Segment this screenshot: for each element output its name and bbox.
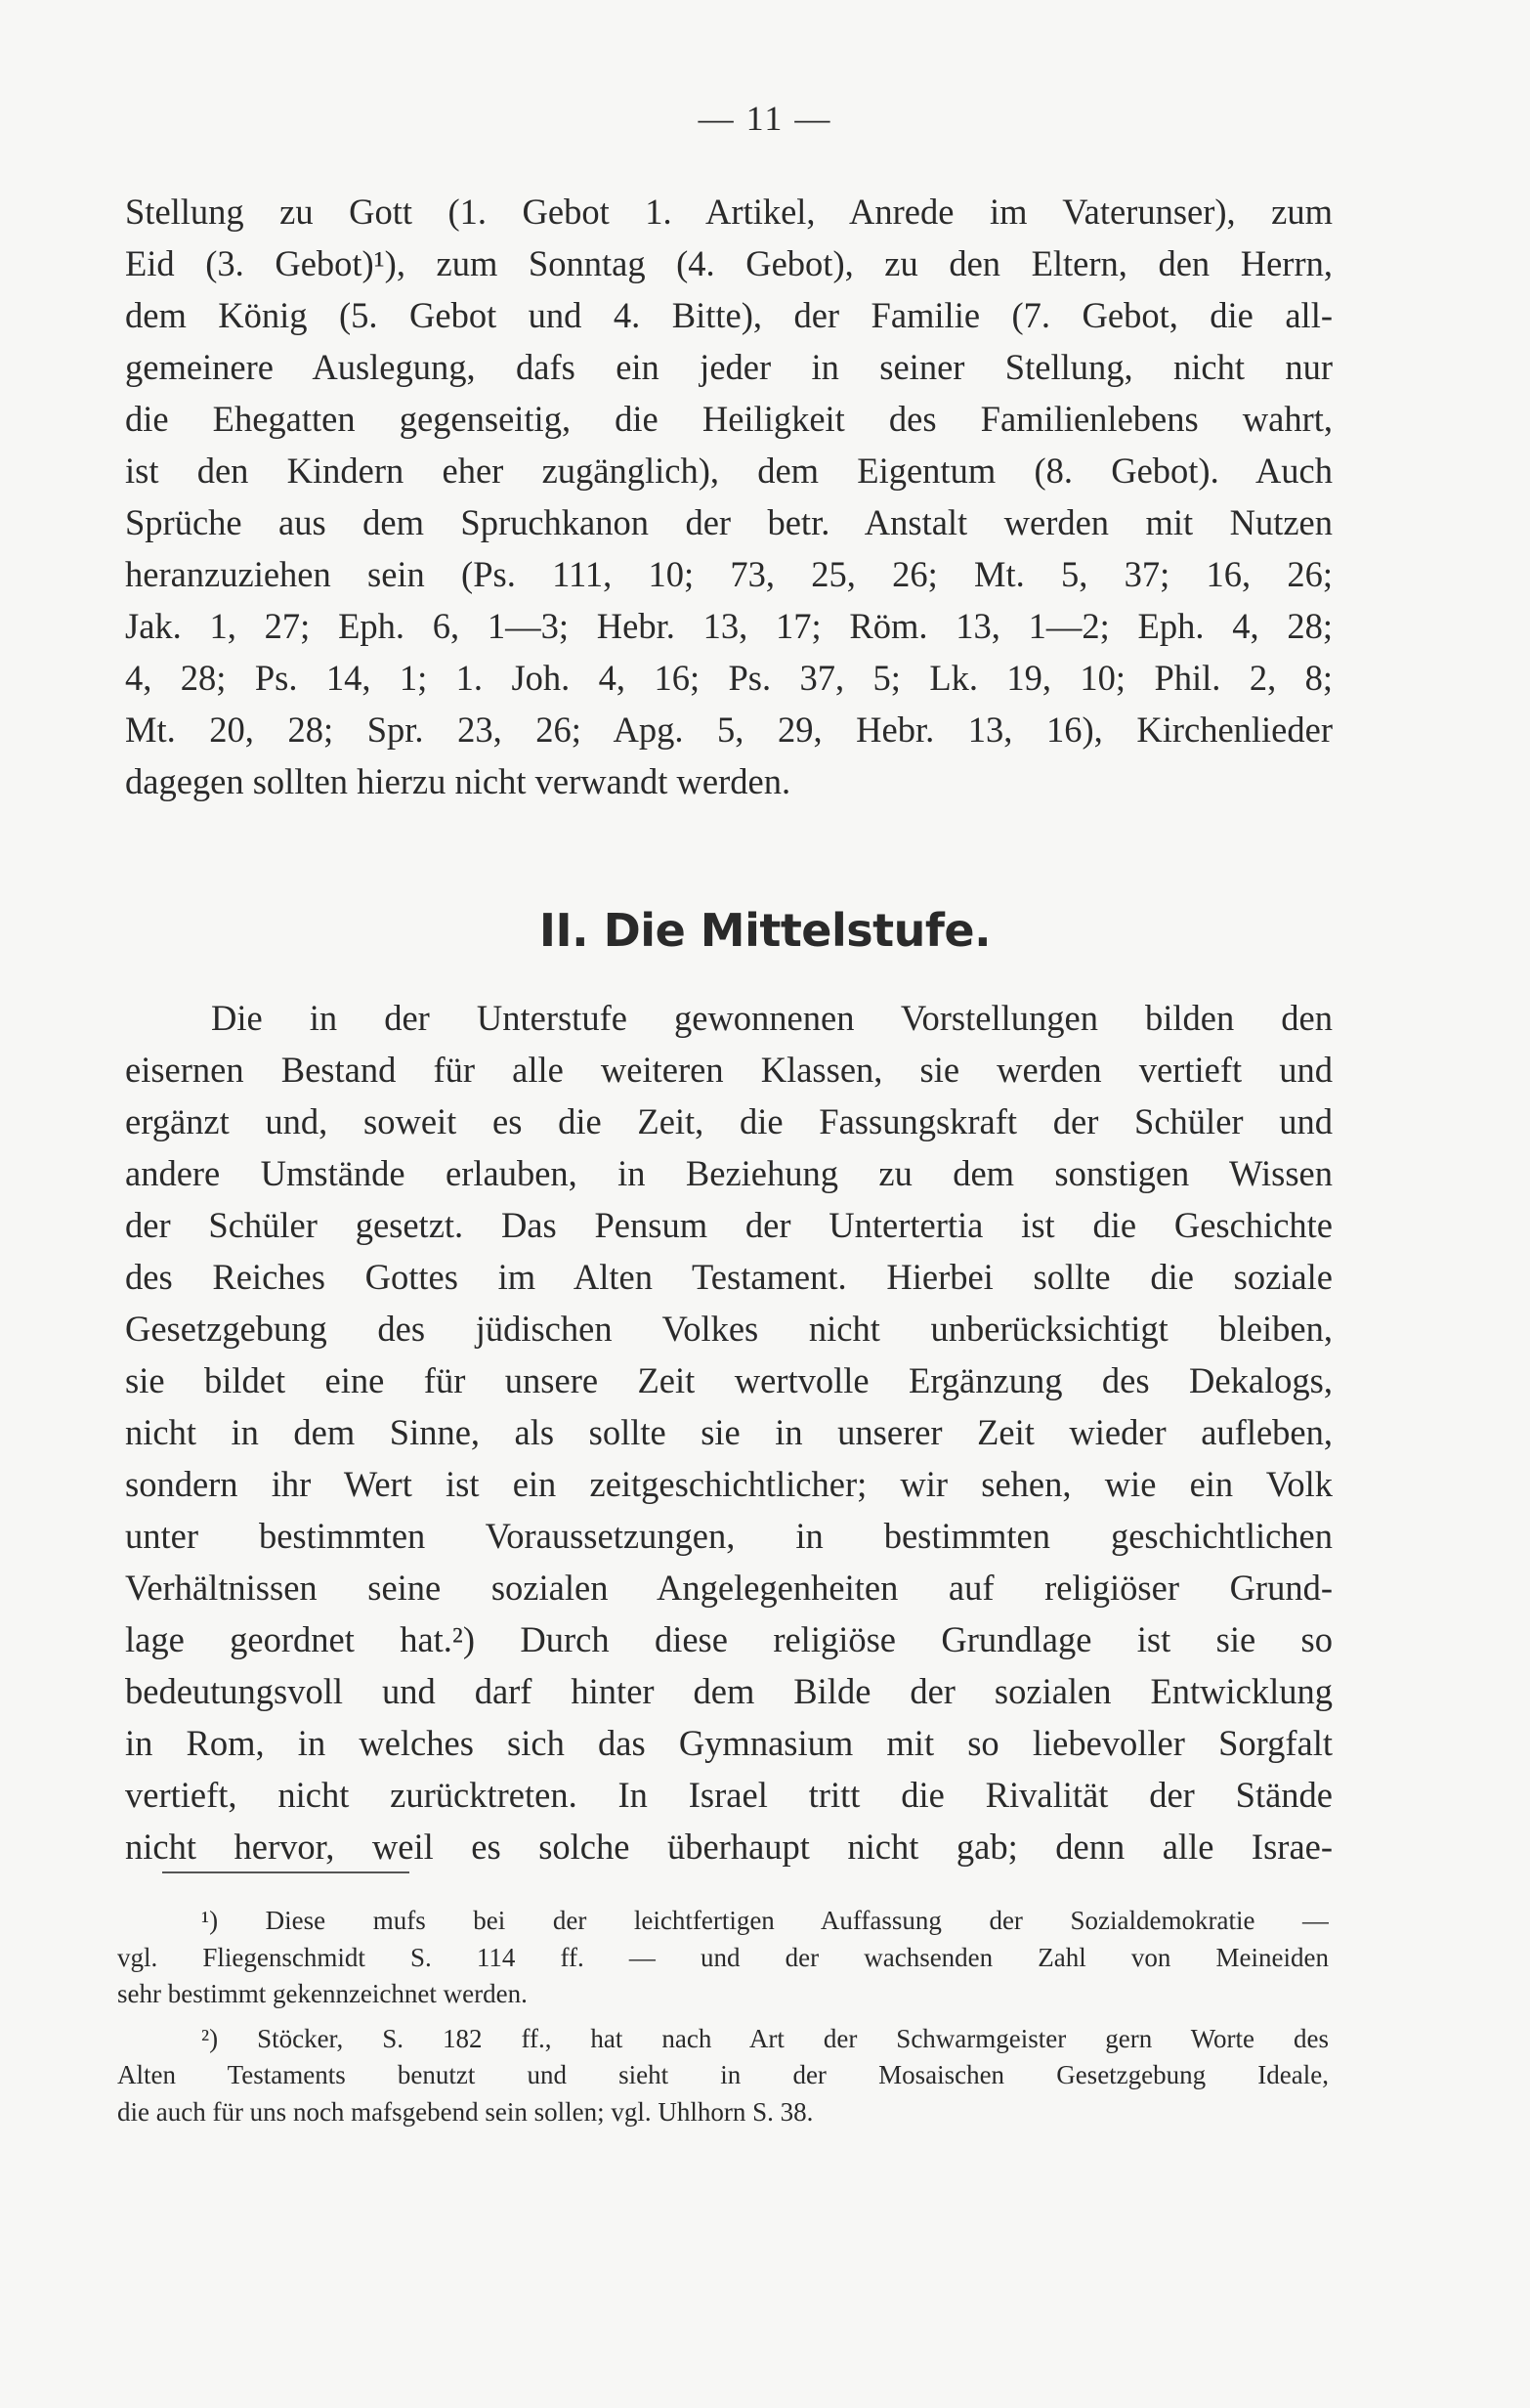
text-line: Sprüche aus dem Spruchkanon der betr. Anstalt werden mit Nutzen (125, 502, 1333, 542)
paragraph-continued (125, 186, 1333, 807)
text-line: der Schüler gesetzt. Das Pensum der Untertertia ist die Geschichte (125, 1205, 1333, 1245)
text-line: des Reiches Gottes im Alten Testament. Hierbei sollte die soziale (125, 1257, 1333, 1297)
text-line: gemeinere Auslegung, dafs ein jeder in seiner Stellung, nicht nur (125, 347, 1333, 387)
text-line: sondern ihr Wert ist ein zeitgeschichtlicher; wir sehen, wie ein Volk (125, 1464, 1333, 1504)
text-line: 4, 28; Ps. 14, 1; 1. Joh. 4, 16; Ps. 37, 5; Lk. 19, 10; Phil. 2, 8; (125, 658, 1333, 698)
text-line: Die in der Unterstufe gewonnenen Vorstellungen bilden den (211, 998, 1333, 1038)
footnote-2-line: ²) Stöcker, S. 182 ff., hat nach Art der Schwarmgeister gern Worte des (201, 2023, 1329, 2053)
text-line: Gesetzgebung des jüdischen Volkes nicht unberücksichtigt bleiben, (125, 1309, 1333, 1349)
footnote-1-line: sehr bestimmt gekennzeichnet werden. (117, 1979, 528, 2008)
text-line: dem König (5. Gebot und 4. Bitte), der Familie (7. Gebot, die all- (125, 295, 1333, 335)
text-line: Eid (3. Gebot)¹), zum Sonntag (4. Gebot), zu den Eltern, den Herrn, (125, 243, 1333, 283)
footnote-2-line: Alten Testaments benutzt und sieht in der Mosaischen Gesetzgebung Ideale, (117, 2060, 1329, 2089)
text-line: nicht hervor, weil es solche überhaupt nicht gab; denn alle Israe- (125, 1827, 1333, 1867)
text-line: in Rom, in welches sich das Gymnasium mit so liebevoller Sorgfalt (125, 1723, 1333, 1763)
text-line: sie bildet eine für unsere Zeit wertvolle Ergänzung des Dekalogs, (125, 1360, 1333, 1400)
footnote-1-line: vgl. Fliegenschmidt S. 114 ff. — und der wachsenden Zahl von Meineiden (117, 1942, 1329, 1972)
footnote-divider (162, 1871, 409, 1873)
footnote-2-line: die auch für uns noch mafsgebend sein sollen; vgl. Uhlhorn S. 38. (117, 2096, 814, 2127)
text-line: ist den Kindern eher zugänglich), dem Eigentum (8. Gebot). Auch (125, 451, 1333, 491)
text-line: lage geordnet hat.²) Durch diese religiöse Grundlage ist sie so (125, 1619, 1333, 1659)
text-line: andere Umstände erlauben, in Beziehung zu dem sonstigen Wissen (125, 1153, 1333, 1193)
section-heading: II. Die Mittelstufe. (538, 904, 992, 957)
text-line: Verhältnissen seine sozialen Angelegenheiten auf religiöser Grund- (125, 1568, 1333, 1608)
text-line: Stellung zu Gott (1. Gebot 1. Artikel, Anrede im Vaterunser), zum (125, 192, 1333, 232)
footnotes (117, 1903, 1329, 2130)
text-line: die Ehegatten gegenseitig, die Heiligkeit des Familienlebens wahrt, (125, 399, 1333, 439)
text-line: heranzuziehen sein (Ps. 111, 10; 73, 25, 26; Mt. 5, 37; 16, 26; (125, 554, 1333, 594)
paragraph-mittelstufe (125, 992, 1333, 1872)
text-line: Mt. 20, 28; Spr. 23, 26; Apg. 5, 29, Hebr. 13, 16), Kirchenlieder (125, 710, 1333, 750)
text-line: nicht in dem Sinne, als sollte sie in unserer Zeit wieder aufleben, (125, 1412, 1333, 1452)
text-line: vertieft, nicht zurücktreten. In Israel tritt die Rivalität der Stände (125, 1775, 1333, 1815)
text-line: dagegen sollten hierzu nicht verwandt werden. (125, 761, 791, 801)
page-number: — 11 — (698, 99, 832, 138)
footnote-1-line: ¹) Diese mufs bei der leichtfertigen Auffassung der Sozialdemokratie — (201, 1906, 1329, 1935)
text-line: eisernen Bestand für alle weiteren Klassen, sie werden vertieft und (125, 1050, 1333, 1090)
text-line: Jak. 1, 27; Eph. 6, 1—3; Hebr. 13, 17; Röm. 13, 1—2; Eph. 4, 28; (125, 606, 1333, 646)
text-line: unter bestimmten Voraussetzungen, in bestimmten geschichtlichen (125, 1516, 1333, 1556)
text-line: ergänzt und, soweit es die Zeit, die Fassungskraft der Schüler und (125, 1101, 1333, 1141)
text-line: bedeutungsvoll und darf hinter dem Bilde der sozialen Entwicklung (125, 1671, 1333, 1711)
